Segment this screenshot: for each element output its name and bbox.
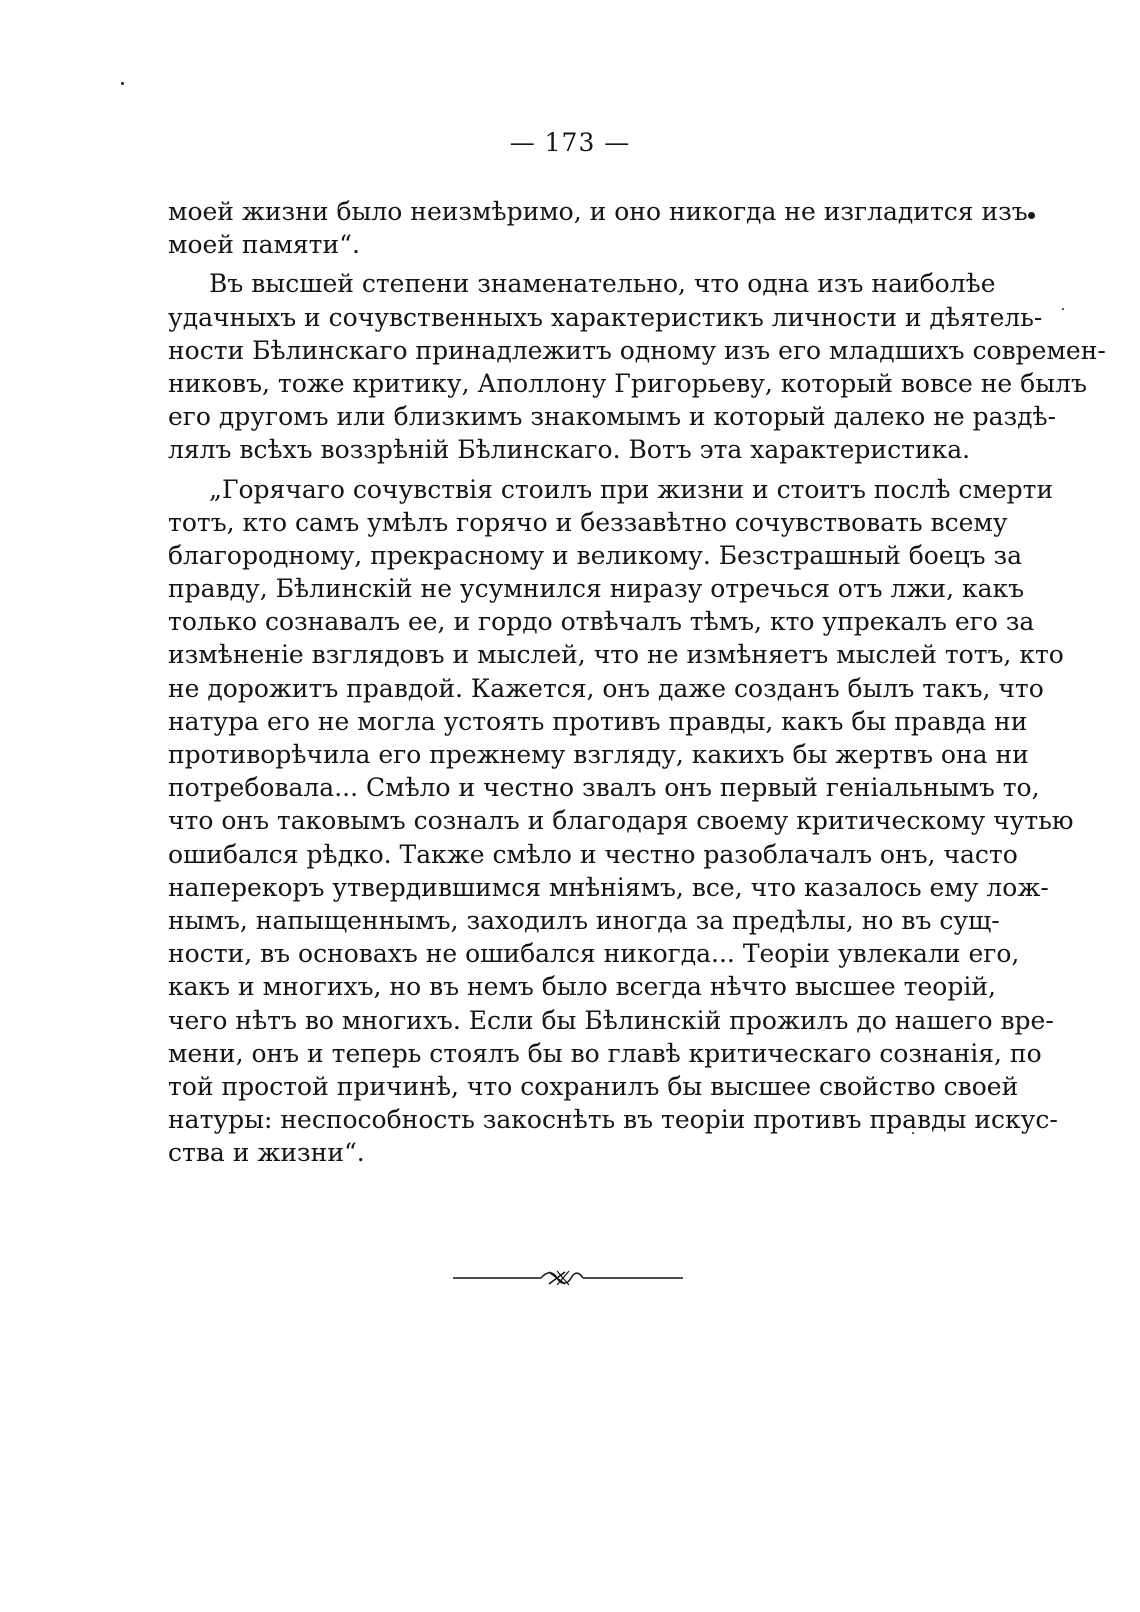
text-line: потребовала... Смѣло и честно звалъ онъ первый геніальнымъ то, [168, 773, 1040, 803]
text-line: ности, въ основахъ не ошибался никогда... Теоріи увлекали его, [168, 939, 1020, 969]
text-line: ства и жизни“. [168, 1138, 365, 1168]
text-line: чего нѣтъ во многихъ. Если бы Бѣлинскій прожилъ до нашего вре- [168, 1005, 1054, 1035]
text-line: что онъ таковымъ созналъ и благодаря своему критическому чутью [168, 806, 1074, 836]
text-line: тотъ, кто самъ умѣлъ горячо и беззавѣтно сочувствовать всему [168, 507, 1008, 537]
paragraph [168, 267, 1106, 466]
text-line: наперекоръ утвердившимся мнѣніямъ, все, что казалось ему лож- [168, 872, 1049, 902]
page-number: — 173 — [509, 128, 631, 157]
text-line: лялъ всѣхъ воззрѣній Бѣлинскаго. Вотъ эта характеристика. [168, 435, 971, 465]
text-line: „Горячаго сочувствія стоилъ при жизни и стоитъ послѣ смерти [209, 474, 1054, 504]
text-line: нымъ, напыщеннымъ, заходилъ иногда за предѣлы, но въ сущ- [168, 905, 1000, 935]
end-ornament [453, 1268, 683, 1288]
margin-speck [1062, 308, 1064, 310]
text-line: моей жизни было неизмѣримо, и оно никогда не изгладится изъ [168, 197, 1028, 226]
text-line: противорѣчила его прежнему взгляду, какихъ бы жертвъ она ни [168, 740, 1029, 769]
text-line: мени, онъ и теперь стоялъ бы во главѣ критическаго сознанія, по [168, 1038, 1042, 1068]
body-text [168, 195, 1106, 1169]
text-line: удачныхъ и сочувственныхъ характеристикъ личности и дѣятель- [168, 302, 1043, 332]
text-line: натура его не могла устоять противъ правды, какъ бы правда ни [168, 706, 1028, 736]
text-line: Въ высшей степени знаменательно, что одна изъ наиболѣе [209, 269, 996, 299]
paragraph [168, 195, 1028, 261]
paragraph [168, 473, 1074, 1170]
text-line: правду, Бѣлинскій не усумнился ниразу отречься отъ лжи, какъ [168, 574, 1025, 604]
margin-speck [1028, 212, 1035, 219]
text-line: какъ и многихъ, но въ немъ было всегда нѣчто высшее теорій, [168, 972, 996, 1002]
text-line: моей памяти“. [168, 230, 360, 260]
text-line: той простой причинѣ, что сохранилъ бы высшее свойство своей [168, 1071, 1019, 1101]
text-line: натуры: неспособность закоснѣть въ теоріи противъ правды искус- [168, 1105, 1058, 1135]
text-line: не дорожитъ правдой. Кажется, онъ даже созданъ былъ такъ, что [168, 673, 1044, 703]
text-line: благородному, прекрасному и великому. Безстрашный боецъ за [168, 540, 1023, 570]
margin-speck [121, 82, 124, 85]
text-line: никовъ, тоже критику, Аполлону Григорьеву, который вовсе не былъ [168, 368, 1087, 398]
text-line: ошибался рѣдко. Также смѣло и честно разоблачалъ онъ, часто [168, 839, 1018, 869]
text-line: его другомъ или близкимъ знакомымъ и который далеко не раздѣ- [168, 402, 1057, 432]
text-line: измѣненіе взглядовъ и мыслей, что не измѣняетъ мыслей тотъ, кто [168, 640, 1064, 670]
text-line: только сознавалъ ее, и гордо отвѣчалъ тѣмъ, кто упрекалъ его за [168, 607, 1035, 637]
text-line: ности Бѣлинскаго принадлежитъ одному изъ его младшихъ современ- [168, 335, 1106, 365]
